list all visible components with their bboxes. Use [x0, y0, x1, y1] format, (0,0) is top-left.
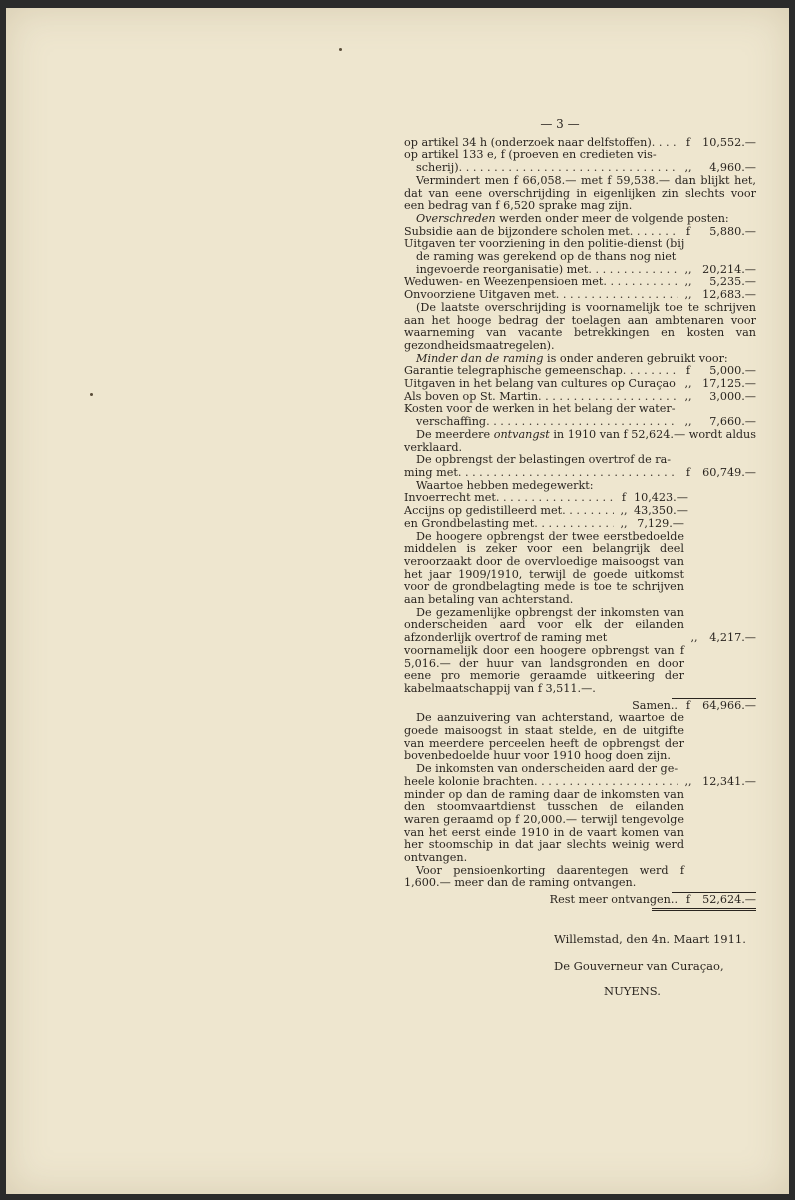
entry-line: Waartoe hebben medegewerkt:: [416, 478, 594, 492]
entry-line: heele kolonie brachten . . . ,, 12,341.—: [404, 776, 756, 789]
entry-line: Invoerrecht met . . . f 10,423.—: [404, 492, 684, 505]
signature-name: NUYENS.: [604, 984, 661, 998]
entry-line: De inkomsten van onderscheiden aard der ge-: [416, 762, 679, 776]
paragraph: Overschreden werden onder meer de volgende posten:: [416, 211, 729, 225]
speck: [339, 48, 342, 51]
document-body: [404, 118, 756, 913]
paragraph: De meerdere ontvangst in 1910 van f 52,624.— wordt aldus verklaard.: [404, 427, 757, 454]
entry-line: Als boven op St. Martin . . . ,, 3,000.—: [404, 391, 756, 404]
paragraph: De gezamenlijke opbrengst der inkomsten van onderscheiden aard voor elk der eilanden afzonderlijk overtrof de raming met: [404, 605, 684, 645]
entry-line: de raming was gerekend op de thans nog niet: [416, 250, 677, 264]
entry-line: verschaffing . . . ,, 7,660.—: [404, 416, 756, 429]
place-date: Willemstad, den 4n. Maart 1911.: [554, 932, 746, 946]
paragraph: De aanzuivering van achterstand, waartoe de goede maisoogst in staat stelde, en de uitgifte van meerdere perceelen heeft de opbrengst der bovenbedoelde huur voor 1910 hoog doen zijn.: [404, 711, 684, 763]
paragraph: (De laatste overschrijding is voornamelijk toe te schrijven aan het hooge bedrag der toelagen aan ambtenaren voor waarneming van vacante betrekkingen en kosten van gezondheidsmaatregelen).: [404, 300, 756, 352]
entry-line: Uitgaven ter voorziening in den politie-dienst (bij: [404, 237, 685, 251]
entry-line: De opbrengst der belastingen overtrof de ra-: [416, 453, 672, 467]
entry-line: Onvoorziene Uitgaven met . . . ,, 12,683.—: [404, 289, 756, 302]
document-page: [6, 8, 789, 1194]
entry-line: op artikel 133 e, f (proeven en credieten vis-: [404, 148, 657, 162]
entry-line: op artikel 34 h (onderzoek naar delfstoffen) . . . f 10,552.—: [404, 137, 756, 150]
entry-block: De gezamenlijke opbrengst der inkomsten van onderscheiden aard voor elk der eilanden afzonderlijk overtrof de raming met ,, 4,217.—: [404, 605, 756, 645]
paragraph: minder op dan de raming daar de inkomsten van den stoomvaartdienst tusschen de eilanden waren geraamd op f 20,000.— terwijl tengevolge van het eerst einde 1910 in de vaart komen van her stoomschip in dat jaar slechts weinig werd ontvangen.: [404, 787, 684, 865]
page-number: — 3 —: [540, 117, 580, 131]
entry-line: Garantie telegraphische gemeenschap . . . f 5,000.—: [404, 365, 756, 378]
total-line: Samen.. f 64,966.—: [632, 698, 756, 712]
paragraph: voornamelijk door een hoogere opbrengst van f 5,016.— der huur van landsgronden en door eene pro memorie geraamde uitkeering der kabelmaatschappij van f 3,511.—.: [404, 643, 684, 695]
paragraph: Minder dan de raming is onder anderen gebruikt voor:: [416, 351, 728, 365]
paragraph: De hoogere opbrengst der twee eerstbedoelde middelen is zeker voor een belangrijk deel veroorzaakt door de overvloedige maisoogst van het jaar 1909/1910, terwijl de goede uitkomst voor de grondbelagting mede is toe te schrijven aan betaling van achterstand.: [404, 529, 684, 607]
entry-line: ingevoerde reorganisatie) met . . . ,, 20,214.—: [404, 264, 756, 277]
entry-line: Kosten voor de werken in het belang der water-: [404, 402, 676, 416]
double-rule: [652, 908, 756, 913]
paragraph: Vermindert men f 66,058.— met f 59,538.— dan blijkt het, dat van eene overschrijding in eigenlijken zin slechts voor een bedrag van f 6,520 sprake mag zijn.: [404, 173, 756, 213]
entry-line: Accijns op gedistilleerd met . . . ,, 43,350.—: [404, 505, 684, 518]
paragraph: Voor pensioenkorting daarentegen werd f 1,600.— meer dan de raming ontvangen.: [404, 863, 684, 890]
speck: [90, 393, 93, 396]
entry-line: Subsidie aan de bijzondere scholen met . . . f 5,880.—: [404, 226, 756, 239]
entry-line: scherij) . . . ,, 4,960.—: [404, 162, 756, 175]
entry-line: en Grondbelasting met . . . ,, 7,129.—: [404, 518, 684, 531]
total-line: Rest meer ontvangen.. f 52,624.—: [549, 893, 756, 907]
entry-line: Weduwen- en Weezenpensioen met . . . ,, 5,235.—: [404, 276, 756, 289]
entry-line: ming met . . . f 60,749.—: [404, 467, 756, 480]
signature-title: De Gouverneur van Curaçao,: [554, 959, 724, 973]
entry-line: Uitgaven in het belang van cultures op Curaçao ,, 17,125.—: [404, 377, 756, 391]
